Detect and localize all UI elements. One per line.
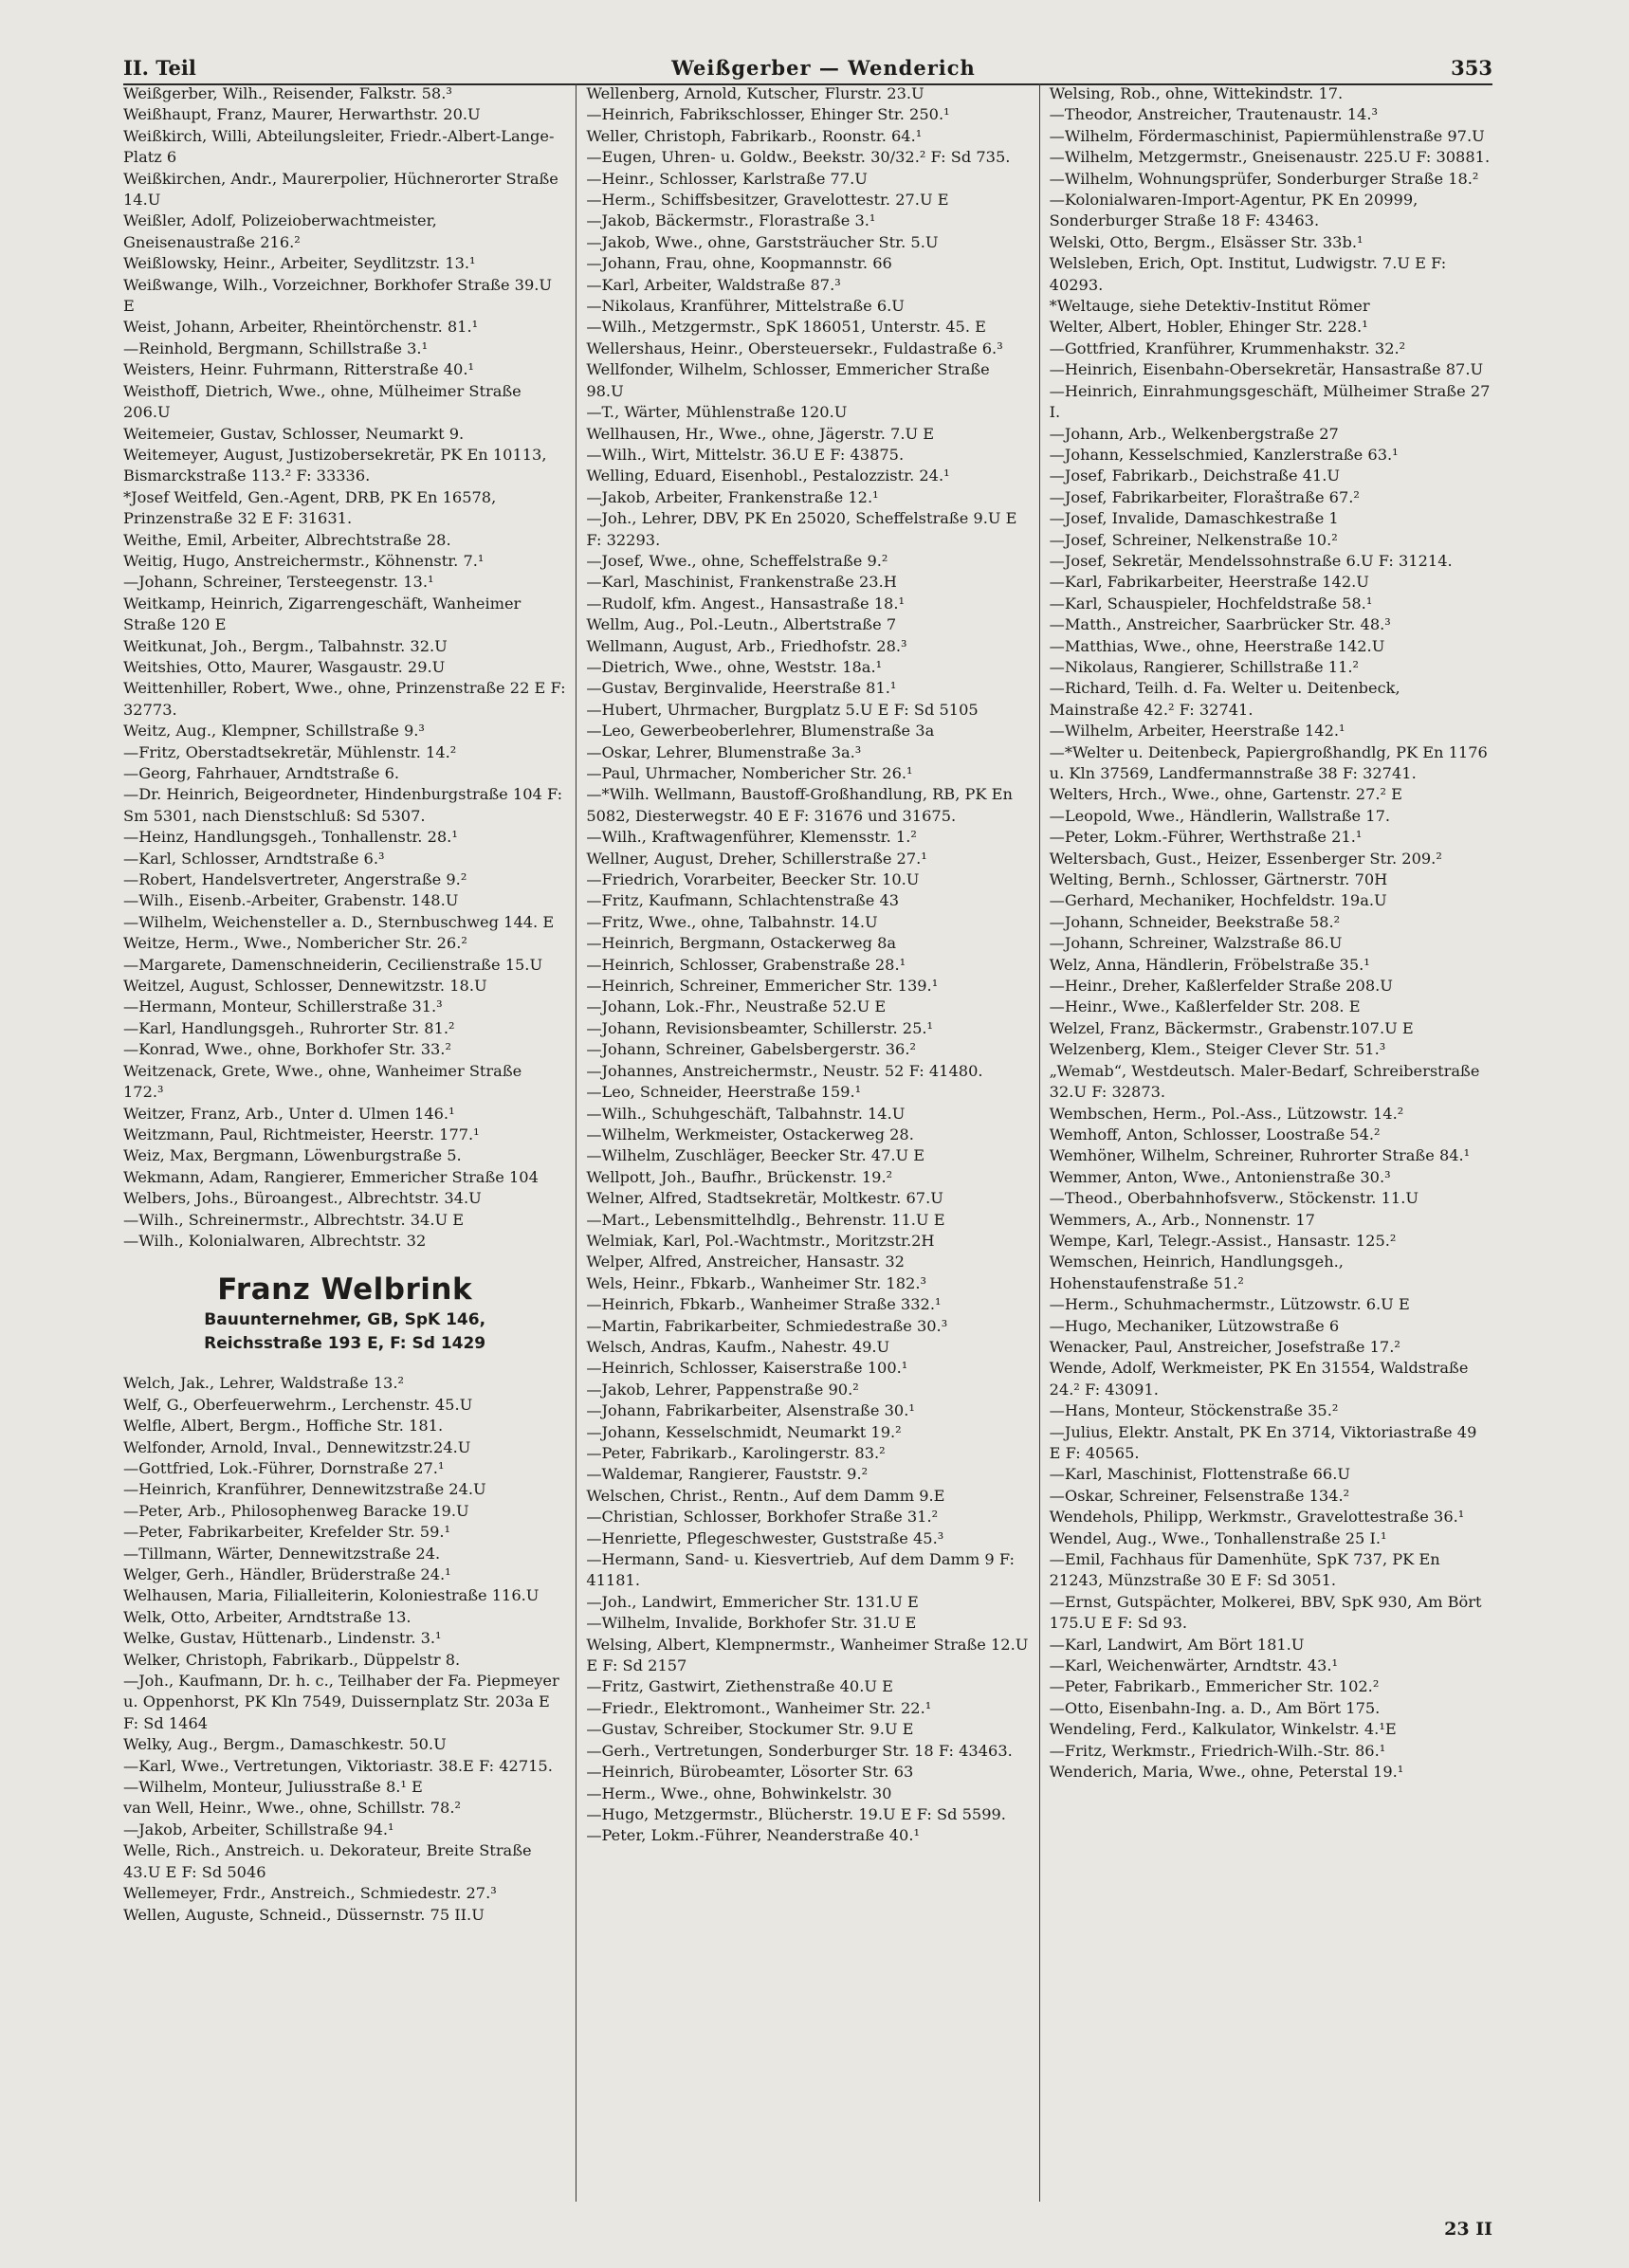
directory-entry: Weitkunat, Joh., Bergm., Talbahnstr. 32.U [123, 636, 448, 655]
directory-entry: Wendel, Aug., Wwe., Tonhallenstraße 25 I.¹ [1049, 1528, 1387, 1547]
directory-entry: —Karl, Schauspieler, Hochfeldstraße 58.¹ [1049, 594, 1373, 613]
directory-entry: —Wilhelm, Fördermaschinist, Papiermühlenstraße 97.U [1049, 126, 1485, 145]
directory-entry: —Hubert, Uhrmacher, Burgplatz 5.U E F: Sd 5105 [586, 700, 979, 719]
directory-entry: Welner, Alfred, Stadtsekretär, Moltkestr. 67.U [586, 1189, 943, 1208]
directory-entry: —Josef, Invalide, Damaschkestraße 1 [1049, 509, 1339, 528]
directory-entry: —Johann, Schreiner, Tersteegenstr. 13.¹ [123, 573, 434, 592]
directory-entry: Weitzmann, Paul, Richtmeister, Heerstr. 177.¹ [123, 1125, 480, 1143]
ad-line-2: Reichsstraße 193 E, F: Sd 1429 [204, 1334, 486, 1354]
directory-entry: Welz, Anna, Händlerin, Fröbelstraße 35.¹ [1049, 955, 1370, 974]
directory-entry: —Herm., Schiffsbesitzer, Gravelottestr. 27.U E [586, 191, 949, 210]
directory-entry: —Karl, Schlosser, Arndtstraße 6.³ [123, 849, 385, 868]
directory-entry: —Karl, Arbeiter, Waldstraße 87.³ [586, 275, 841, 294]
directory-entry: —Peter, Lokm.-Führer, Neanderstraße 40.¹ [586, 1826, 920, 1845]
directory-entry: —Tillmann, Wärter, Dennewitzstraße 24. [123, 1544, 441, 1563]
directory-entry: —Heinrich, Kranführer, Dennewitzstraße 24.U [123, 1480, 486, 1499]
directory-entry: Weitzenack, Grete, Wwe., ohne, Wanheimer Straße 172.³ [123, 1061, 522, 1102]
directory-entry: —Josef, Sekretär, Mendelssohnstraße 6.U F: 31214. [1049, 551, 1453, 570]
directory-entry: —Otto, Eisenbahn-Ing. a. D., Am Bört 175. [1049, 1698, 1381, 1717]
entry-list-before-ad [123, 83, 566, 1252]
directory-entry: —Peter, Fabrikarbeiter, Krefelder Str. 59.¹ [123, 1523, 451, 1542]
ad-line-1: Bauunternehmer, GB, SpK 146, [204, 1310, 486, 1330]
directory-entry: Weißgerber, Wilh., Reisender, Falkstr. 58.³ [123, 84, 452, 102]
directory-entry: Weithe, Emil, Arbeiter, Albrechtstraße 28. [123, 530, 451, 549]
directory-entry: —Wilhelm, Invalide, Borkhofer Str. 31.U E [586, 1614, 917, 1633]
directory-entry: —Peter, Lokm.-Führer, Werthstraße 21.¹ [1049, 828, 1363, 847]
directory-entry: Welger, Gerh., Händler, Brüderstraße 24.¹ [123, 1565, 451, 1583]
directory-entry: Wellen, Auguste, Schneid., Düssernstr. 75 II.U [123, 1905, 485, 1924]
directory-entry: Weisters, Heinr. Fuhrmann, Ritterstraße 40.¹ [123, 360, 474, 379]
directory-entry: —Dr. Heinrich, Beigeordneter, Hindenburgstraße 104 F: Sm 5301, nach Dienstschluß: Sd 5307. [123, 785, 563, 825]
directory-entry: —Jakob, Arbeiter, Schillstraße 94.¹ [123, 1820, 394, 1838]
directory-entry: —Gustav, Berginvalide, Heerstraße 81.¹ [586, 679, 897, 698]
directory-entry: —Nikolaus, Kranführer, Mittelstraße 6.U [586, 297, 905, 316]
directory-entry: —Leo, Gewerbeoberlehrer, Blumenstraße 3a [586, 722, 935, 741]
directory-entry: —Wilh., Schreinermstr., Albrechtstr. 34.U E [123, 1210, 465, 1229]
column-middle [576, 83, 1038, 2202]
directory-entry: —Johann, Frau, ohne, Koopmannstr. 66 [586, 254, 892, 273]
header-name-range: Weißgerber — Wenderich [671, 56, 976, 80]
directory-entry: Welbers, Johs., Büroangest., Albrechtstr. 34.U [123, 1189, 482, 1208]
directory-entry: Wellhausen, Hr., Wwe., ohne, Jägerstr. 7.U E [586, 424, 935, 443]
directory-entry: Wellenberg, Arnold, Kutscher, Flurstr. 23.U [586, 84, 924, 102]
directory-entry: —Johannes, Anstreichermstr., Neustr. 52 F: 41480. [586, 1061, 983, 1080]
page-header [123, 42, 1492, 85]
column-right [1039, 83, 1492, 2202]
directory-entry: —Gustav, Schreiber, Stockumer Str. 9.U E [586, 1720, 914, 1739]
directory-entry: —Heinrich, Fabrikschlosser, Ehinger Str. 250.¹ [586, 105, 950, 124]
directory-entry: Wekmann, Adam, Rangierer, Emmericher Straße 104 [123, 1167, 539, 1186]
directory-entry: —Richard, Teilh. d. Fa. Welter u. Deitenbeck, Mainstraße 42.² F: 32741. [1049, 679, 1400, 719]
directory-entry: —Hans, Monteur, Stöckenstraße 35.² [1049, 1401, 1339, 1420]
directory-entry: —Karl, Maschinist, Flottenstraße 66.U [1049, 1465, 1350, 1484]
directory-entry: —Heinrich, Eisenbahn-Obersekretär, Hansastraße 87.U [1049, 360, 1484, 379]
directory-entry: Welke, Gustav, Hüttenarb., Lindenstr. 3.¹ [123, 1629, 442, 1648]
directory-entry: Weltersbach, Gust., Heizer, Essenberger Str. 209.² [1049, 849, 1442, 868]
directory-entry: —Joh., Landwirt, Emmericher Str. 131.U E [586, 1592, 919, 1611]
directory-entry: —Oskar, Lehrer, Blumenstraße 3a.³ [586, 742, 862, 761]
directory-entry: —Reinhold, Bergmann, Schillstraße 3.¹ [123, 338, 429, 357]
directory-entry: —Fritz, Oberstadtsekretär, Mühlenstr. 14.² [123, 742, 457, 761]
directory-entry: Welfle, Albert, Bergm., Hoffiche Str. 181. [123, 1417, 444, 1436]
directory-entry: Wemhöner, Wilhelm, Schreiner, Ruhrorter Straße 84.¹ [1049, 1146, 1471, 1165]
directory-entry: —Martin, Fabrikarbeiter, Schmiedestraße 30.³ [586, 1316, 948, 1335]
directory-entry: Weitzer, Franz, Arb., Unter d. Ulmen 146.¹ [123, 1104, 455, 1123]
directory-entry: Wemhoff, Anton, Schlosser, Loostraße 54.² [1049, 1125, 1381, 1143]
directory-entry: —Rudolf, kfm. Angest., Hansastraße 18.¹ [586, 594, 905, 613]
directory-entry: —Gerh., Vertretungen, Sonderburger Str. 18 F: 43463. [586, 1741, 1013, 1760]
directory-entry: —Hugo, Mechaniker, Lützowstraße 6 [1049, 1316, 1340, 1335]
directory-entry: —Nikolaus, Rangierer, Schillstraße 11.² [1049, 657, 1359, 676]
directory-entry: —Wilhelm, Arbeiter, Heerstraße 142.¹ [1049, 722, 1345, 741]
directory-entry: —Gerhard, Mechaniker, Hochfeldstr. 19a.U [1049, 891, 1387, 910]
directory-entry: —Johann, Kesselschmidt, Neumarkt 19.² [586, 1422, 902, 1441]
directory-entry: —Herm., Schuhmachermstr., Lützowstr. 6.U E [1049, 1295, 1410, 1314]
directory-entry: —Hermann, Monteur, Schillerstraße 31.³ [123, 997, 443, 1016]
directory-entry: Welf, G., Oberfeuerwehrm., Lerchenstr. 45.U [123, 1395, 473, 1414]
directory-entry: —Johann, Arb., Welkenbergstraße 27 [1049, 424, 1339, 443]
directory-entry: Weitzel, August, Schlosser, Dennewitzstr. 18.U [123, 977, 487, 996]
directory-entry: —Peter, Arb., Philosophenweg Baracke 19.U [123, 1501, 469, 1520]
directory-entry: —Wilhelm, Metzgermstr., Gneisenaustr. 225.U F: 30881. [1049, 148, 1491, 167]
directory-entry: —Leo, Schneider, Heerstraße 159.¹ [586, 1083, 862, 1102]
directory-entry: —Joh., Kaufmann, Dr. h. c., Teilhaber der Fa. Piepmeyer u. Oppenhorst, PK Kln 7549, Duissernplatz Str. 203a E F: Sd 1464 [123, 1672, 559, 1732]
directory-entry: —Jakob, Arbeiter, Frankenstraße 12.¹ [586, 487, 879, 506]
header-section-label: II. Teil [123, 56, 196, 80]
directory-entry: Welmiak, Karl, Pol.-Wachtmstr., Moritzstr.2H [586, 1231, 935, 1250]
directory-entry: —Hugo, Metzgermstr., Blücherstr. 19.U E F: Sd 5599. [586, 1804, 1006, 1823]
directory-entry: Wellm, Aug., Pol.-Leutn., Albertstraße 7 [586, 615, 897, 634]
directory-entry: —Julius, Elektr. Anstalt, PK En 3714, Viktoriastraße 49 E F: 40565. [1049, 1422, 1477, 1462]
directory-entry: Weißlowsky, Heinr., Arbeiter, Seydlitzstr. 13.¹ [123, 254, 476, 273]
directory-entry: Wellpott, Joh., Baufhr., Brückenstr. 19.² [586, 1167, 893, 1186]
directory-entry: Wellfonder, Wilhelm, Schlosser, Emmericher Straße 98.U [586, 360, 990, 400]
directory-entry: —Josef, Fabrikarbeiter, Floraštraße 67.² [1049, 487, 1360, 506]
directory-entry: Wemmer, Anton, Wwe., Antonienstraße 30.³ [1049, 1167, 1391, 1186]
directory-entry: —Paul, Uhrmacher, Nombericher Str. 26.¹ [586, 764, 913, 782]
directory-entry: —Johann, Fabrikarbeiter, Alsenstraße 30.¹ [586, 1401, 915, 1420]
directory-entry: —Emil, Fachhaus für Damenhüte, SpK 737, PK En 21243, Münzstraße 30 E F: Sd 3051. [1049, 1550, 1440, 1590]
directory-entry: Weiz, Max, Bergmann, Löwenburgstraße 5. [123, 1146, 462, 1165]
directory-entry: Wembschen, Herm., Pol.-Ass., Lützowstr. 14.² [1049, 1104, 1404, 1123]
directory-entry: Welsch, Andras, Kaufm., Nahestr. 49.U [586, 1337, 890, 1356]
directory-entry: Weißwange, Wilh., Vorzeichner, Borkhofer Straße 39.U E [123, 275, 553, 316]
page-number: 353 [1451, 56, 1492, 80]
directory-entry: Wemmers, A., Arb., Nonnenstr. 17 [1049, 1210, 1315, 1229]
directory-entry: —Josef, Fabrikarb., Deichstraße 41.U [1049, 466, 1341, 485]
advertisement-welbrink [123, 1271, 566, 1356]
directory-entry: —Karl, Landwirt, Am Bört 181.U [1049, 1635, 1305, 1654]
directory-entry: —Margarete, Damenschneiderin, Cecilienstraße 15.U [123, 955, 543, 974]
directory-entry: —Konrad, Wwe., ohne, Borkhofer Str. 33.² [123, 1040, 451, 1059]
directory-entry: „Wemab“, Westdeutsch. Maler-Bedarf, Schreiberstraße 32.U F: 32873. [1049, 1061, 1480, 1102]
directory-entry: —Wilh., Eisenb.-Arbeiter, Grabenstr. 148.U [123, 891, 459, 910]
directory-entry: —Wilhelm, Werkmeister, Ostackerweg 28. [586, 1125, 914, 1143]
directory-entry: Wellershaus, Heinr., Obersteuersekr., Fuldastraße 6.³ [586, 338, 1003, 357]
directory-entry: —Henriette, Pflegeschwester, Guststraße 45.³ [586, 1528, 944, 1547]
directory-entry: —Georg, Fahrhauer, Arndtstraße 6. [123, 764, 400, 782]
directory-entry: Welsleben, Erich, Opt. Institut, Ludwigstr. 7.U E F: 40293. [1049, 254, 1447, 294]
sheet-signature: 23 II [1444, 2219, 1492, 2240]
directory-entry: Weittenhiller, Robert, Wwe., ohne, Prinzenstraße 22 E F: 32773. [123, 679, 566, 719]
directory-entry: —Wilh., Kraftwagenführer, Klemensstr. 1.² [586, 828, 917, 847]
directory-entry: Welky, Aug., Bergm., Damaschkestr. 50.U [123, 1735, 447, 1754]
directory-entry: Welschen, Christ., Rentn., Auf dem Damm 9.E [586, 1486, 945, 1505]
column-left [123, 83, 576, 2202]
directory-entry: —Johann, Lok.-Fhr., Neustraße 52.U E [586, 997, 887, 1016]
directory-entry: —Leopold, Wwe., Händlerin, Wallstraße 17. [1049, 806, 1391, 825]
directory-entry: —Gottfried, Lok.-Führer, Dornstraße 27.¹ [123, 1458, 445, 1477]
directory-entry: Welch, Jak., Lehrer, Waldstraße 13.² [123, 1374, 404, 1393]
directory-entry: —Heinr., Schlosser, Karlstraße 77.U [586, 169, 868, 188]
directory-entry: —Karl, Maschinist, Frankenstraße 23.H [586, 573, 897, 592]
directory-entry: Weißler, Adolf, Polizeioberwachtmeister, Gneisenaustraße 216.² [123, 211, 437, 251]
directory-entry: Welters, Hrch., Wwe., ohne, Gartenstr. 27.² E [1049, 785, 1402, 804]
directory-entry: —Theod., Oberbahnhofsverw., Stöckenstr. 11.U [1049, 1189, 1419, 1208]
directory-entry: —Heinrich, Einrahmungsgeschäft, Mülheimer Straße 27 I. [1049, 381, 1491, 422]
directory-entry: —Christian, Schlosser, Borkhofer Straße 31.² [586, 1508, 939, 1527]
directory-entry: —Oskar, Schreiner, Felsenstraße 134.² [1049, 1486, 1350, 1505]
directory-entry: —Johann, Schreiner, Walzstraße 86.U [1049, 934, 1343, 953]
directory-entry: —Heinr., Wwe., Kaßlerfelder Str. 208. E [1049, 997, 1361, 1016]
ad-company-name: Franz Welbrink [217, 1272, 473, 1308]
directory-entry: —Wilh., Kolonialwaren, Albrechtstr. 32 [123, 1231, 427, 1250]
directory-entry: Wellmann, August, Arb., Friedhofstr. 28.³ [586, 636, 907, 655]
directory-entry: —Wilh., Wirt, Mittelstr. 36.U E F: 43875. [586, 445, 905, 464]
directory-entry: Wellemeyer, Frdr., Anstreich., Schmiedestr. 27.³ [123, 1884, 497, 1903]
directory-entry: —T., Wärter, Mühlenstraße 120.U [586, 403, 848, 422]
directory-entry: Weitemeier, Gustav, Schlosser, Neumarkt 9. [123, 424, 465, 443]
directory-entry: —Karl, Fabrikarbeiter, Heerstraße 142.U [1049, 573, 1369, 592]
directory-entry: —Fritz, Wwe., ohne, Talbahnstr. 14.U [586, 912, 878, 931]
directory-entry: —Wilhelm, Weichensteller a. D., Sternbuschweg 144. E [123, 912, 555, 931]
directory-entry: —Herm., Wwe., ohne, Bohwinkelstr. 30 [586, 1783, 892, 1802]
directory-entry: —Josef, Schreiner, Nelkenstraße 10.² [1049, 530, 1338, 549]
directory-entry: Weitshies, Otto, Maurer, Wasgaustr. 29.U [123, 657, 446, 676]
directory-entry: —Johann, Schneider, Beekstraße 58.² [1049, 912, 1341, 931]
directory-entry: Welling, Eduard, Eisenhobl., Pestalozzistr. 24.¹ [586, 466, 950, 485]
directory-entry: —Gottfried, Kranführer, Krummenhakstr. 32.² [1049, 338, 1406, 357]
directory-entry: —Peter, Fabrikarb., Karolingerstr. 83.² [586, 1444, 886, 1462]
directory-entry: —Josef, Wwe., ohne, Scheffelstraße 9.² [586, 551, 888, 570]
directory-entry: —Hermann, Sand- u. Kiesvertrieb, Auf dem Damm 9 F: 41181. [586, 1550, 1015, 1590]
directory-entry: —Heinr., Dreher, Kaßlerfelder Straße 208.U [1049, 977, 1393, 996]
directory-entry: —Jakob, Lehrer, Pappenstraße 90.² [586, 1380, 859, 1399]
directory-entry: —Theodor, Anstreicher, Trautenaustr. 14.³ [1049, 105, 1378, 124]
directory-entry: Welter, Albert, Hobler, Ehinger Str. 228.¹ [1049, 318, 1368, 337]
directory-entry: —Heinrich, Bürobeamter, Lösorter Str. 63 [586, 1763, 914, 1782]
directory-entry: —Wilh., Metzgermstr., SpK 186051, Unterstr. 45. E [586, 318, 986, 337]
directory-entry: —Heinz, Handlungsgeh., Tonhallenstr. 28.¹ [123, 828, 458, 847]
directory-entry: Weitemeyer, August, Justizobersekretär, PK En 10113, Bismarckstraße 113.² F: 33336. [123, 445, 547, 485]
directory-entry: —Kolonialwaren-Import-Agentur, PK En 20999, Sonderburger Straße 18 F: 43463. [1049, 191, 1419, 230]
directory-entry: —Jakob, Wwe., ohne, Garststräucher Str. 5.U [586, 232, 939, 251]
directory-entry: Welzenberg, Klem., Steiger Clever Str. 51.³ [1049, 1040, 1386, 1059]
directory-entry: —*Welter u. Deitenbeck, Papiergroßhandlg, PK En 1176 u. Kln 37569, Landfermannstraße 38 F: 32741. [1049, 742, 1488, 782]
directory-entry: —Heinrich, Schreiner, Emmericher Str. 139.¹ [586, 977, 939, 996]
directory-entry: —Matthias, Wwe., ohne, Heerstraße 142.U [1049, 636, 1385, 655]
directory-entry: Welker, Christoph, Fabrikarb., Düppelstr 8. [123, 1650, 461, 1669]
directory-entry: Welting, Bernh., Schlosser, Gärtnerstr. 70H [1049, 870, 1388, 889]
directory-entry: —Heinrich, Schlosser, Grabenstraße 28.¹ [586, 955, 906, 974]
directory-entry: Wels, Heinr., Fbkarb., Wanheimer Str. 182.³ [586, 1273, 926, 1292]
directory-entry: —Waldemar, Rangierer, Fauststr. 9.² [586, 1465, 869, 1484]
directory-entry: —Friedr., Elektromont., Wanheimer Str. 22.¹ [586, 1698, 932, 1717]
directory-entry: Weitig, Hugo, Anstreichermstr., Köhnenstr. 7.¹ [123, 551, 485, 570]
directory-entry: Weitze, Herm., Wwe., Nombericher Str. 26.² [123, 934, 467, 953]
directory-entry: Weitz, Aug., Klempner, Schillstraße 9.³ [123, 722, 425, 741]
directory-entry: Weist, Johann, Arbeiter, Rheintörchenstr. 81.¹ [123, 318, 479, 337]
directory-entry: —Fritz, Werkmstr., Friedrich-Wilh.-Str. 86.¹ [1049, 1741, 1386, 1760]
directory-entry: —Fritz, Kaufmann, Schlachtenstraße 43 [586, 891, 900, 910]
directory-entry: Wellner, August, Dreher, Schillerstraße 27.¹ [586, 849, 927, 868]
directory-entry: Weißkirch, Willi, Abteilungsleiter, Friedr.-Albert-Lange-Platz 6 [123, 126, 555, 167]
directory-entry: Welper, Alfred, Anstreicher, Hansastr. 32 [586, 1253, 905, 1271]
directory-entry: —Karl, Weichenwärter, Arndtstr. 43.¹ [1049, 1656, 1338, 1675]
directory-entry: Wempe, Karl, Telegr.-Assist., Hansastr. 125.² [1049, 1231, 1397, 1250]
directory-entry: —Johann, Kesselschmied, Kanzlerstraße 63.¹ [1049, 445, 1399, 464]
directory-entry: —Wilhelm, Zuschläger, Beecker Str. 47.U E [586, 1146, 925, 1165]
directory-entry: Wendeling, Ferd., Kalkulator, Winkelstr. 4.¹E [1049, 1720, 1397, 1739]
directory-entry: *Weltauge, siehe Detektiv-Institut Römer [1049, 297, 1370, 316]
directory-entry: —Johann, Revisionsbeamter, Schillerstr. 25.¹ [586, 1018, 934, 1037]
directory-entry: —Friedrich, Vorarbeiter, Beecker Str. 10.U [586, 870, 920, 889]
directory-entry: Wenderich, Maria, Wwe., ohne, Peterstal 19.¹ [1049, 1763, 1404, 1782]
directory-entry: —Karl, Wwe., Vertretungen, Viktoriastr. 38.E F: 42715. [123, 1756, 553, 1775]
entry-list-after-ad [123, 1373, 566, 1926]
directory-entry: —Matth., Anstreicher, Saarbrücker Str. 48.³ [1049, 615, 1391, 634]
directory-entry: van Well, Heinr., Wwe., ohne, Schillstr. 78.² [123, 1799, 461, 1818]
directory-entry: —Wilh., Schuhgeschäft, Talbahnstr. 14.U [586, 1104, 906, 1123]
directory-entry: Welzel, Franz, Bäckermstr., Grabenstr.107.U E [1049, 1018, 1414, 1037]
directory-entry: Welle, Rich., Anstreich. u. Dekorateur, Breite Straße 43.U E F: Sd 5046 [123, 1841, 532, 1881]
directory-entry: Weller, Christoph, Fabrikarb., Roonstr. 64.¹ [586, 126, 923, 145]
directory-entry: —Joh., Lehrer, DBV, PK En 25020, Scheffelstraße 9.U E F: 32293. [586, 509, 1017, 549]
directory-entry: —Karl, Handlungsgeh., Ruhrorter Str. 81.² [123, 1018, 455, 1037]
directory-entry: —Heinrich, Bergmann, Ostackerweg 8a [586, 934, 897, 953]
directory-entry: Welfonder, Arnold, Inval., Dennewitzstr.24.U [123, 1437, 471, 1456]
directory-entry: —Mart., Lebensmittelhdlg., Behrenstr. 11.U E [586, 1210, 945, 1229]
directory-entry: Wenacker, Paul, Anstreicher, Josefstraße 17.² [1049, 1337, 1400, 1356]
directory-entry: —Johann, Schreiner, Gabelsbergerstr. 36.² [586, 1040, 916, 1059]
directory-entry: —*Wilh. Wellmann, Baustoff-Großhandlung, RB, PK En 5082, Diesterwegstr. 40 E F: 31676 und 31675. [586, 785, 1013, 825]
directory-entry: Weisthoff, Dietrich, Wwe., ohne, Mülheimer Straße 206.U [123, 381, 522, 422]
directory-entry: Welsing, Rob., ohne, Wittekindstr. 17. [1049, 84, 1344, 102]
directory-entry: —Wilhelm, Monteur, Juliusstraße 8.¹ E [123, 1778, 423, 1797]
directory-entry: Weitkamp, Heinrich, Zigarrengeschäft, Wanheimer Straße 120 E [123, 594, 522, 634]
directory-entry: —Eugen, Uhren- u. Goldw., Beekstr. 30/32.² F: Sd 735. [586, 148, 1011, 167]
directory-entry: Weißkirchen, Andr., Maurerpolier, Hüchnerorter Straße 14.U [123, 169, 558, 210]
directory-entry: Wende, Adolf, Werkmeister, PK En 31554, Waldstraße 24.² F: 43091. [1049, 1359, 1469, 1399]
directory-entry: Welk, Otto, Arbeiter, Arndtstraße 13. [123, 1607, 412, 1626]
directory-entry: —Jakob, Bäckermstr., Florastraße 3.¹ [586, 211, 876, 230]
directory-entry: —Peter, Fabrikarb., Emmericher Str. 102.² [1049, 1677, 1380, 1696]
directory-entry: —Ernst, Gutspächter, Molkerei, BBV, SpK 930, Am Bört 175.U E F: Sd 93. [1049, 1592, 1482, 1633]
directory-entry: —Fritz, Gastwirt, Ziethenstraße 40.U E [586, 1677, 893, 1696]
directory-entry: Welsing, Albert, Klempnermstr., Wanheimer Straße 12.U E F: Sd 2157 [586, 1635, 1029, 1675]
directory-entry: —Robert, Handelsvertreter, Angerstraße 9.² [123, 870, 467, 889]
directory-entry: Weißhaupt, Franz, Maurer, Herwarthstr. 20.U [123, 105, 481, 124]
directory-entry: Wemschen, Heinrich, Handlungsgeh., Hohenstaufenstraße 51.² [1049, 1253, 1344, 1292]
directory-entry: Welski, Otto, Bergm., Elsässer Str. 33b.¹ [1049, 232, 1364, 251]
directory-entry: —Dietrich, Wwe., ohne, Weststr. 18a.¹ [586, 657, 883, 676]
directory-columns [123, 83, 1492, 2202]
directory-entry: Wendehols, Philipp, Werkmstr., Gravelottestraße 36.¹ [1049, 1508, 1465, 1527]
directory-entry: *Josef Weitfeld, Gen.-Agent, DRB, PK En 16578, Prinzenstraße 32 E F: 31631. [123, 487, 497, 528]
directory-entry: —Heinrich, Schlosser, Kaiserstraße 100.¹ [586, 1359, 908, 1378]
directory-entry: —Heinrich, Fbkarb., Wanheimer Straße 332.¹ [586, 1295, 942, 1314]
directory-entry: —Wilhelm, Wohnungsprüfer, Sonderburger Straße 18.² [1049, 169, 1479, 188]
directory-entry: Welhausen, Maria, Filialleiterin, Koloniestraße 116.U [123, 1586, 540, 1605]
